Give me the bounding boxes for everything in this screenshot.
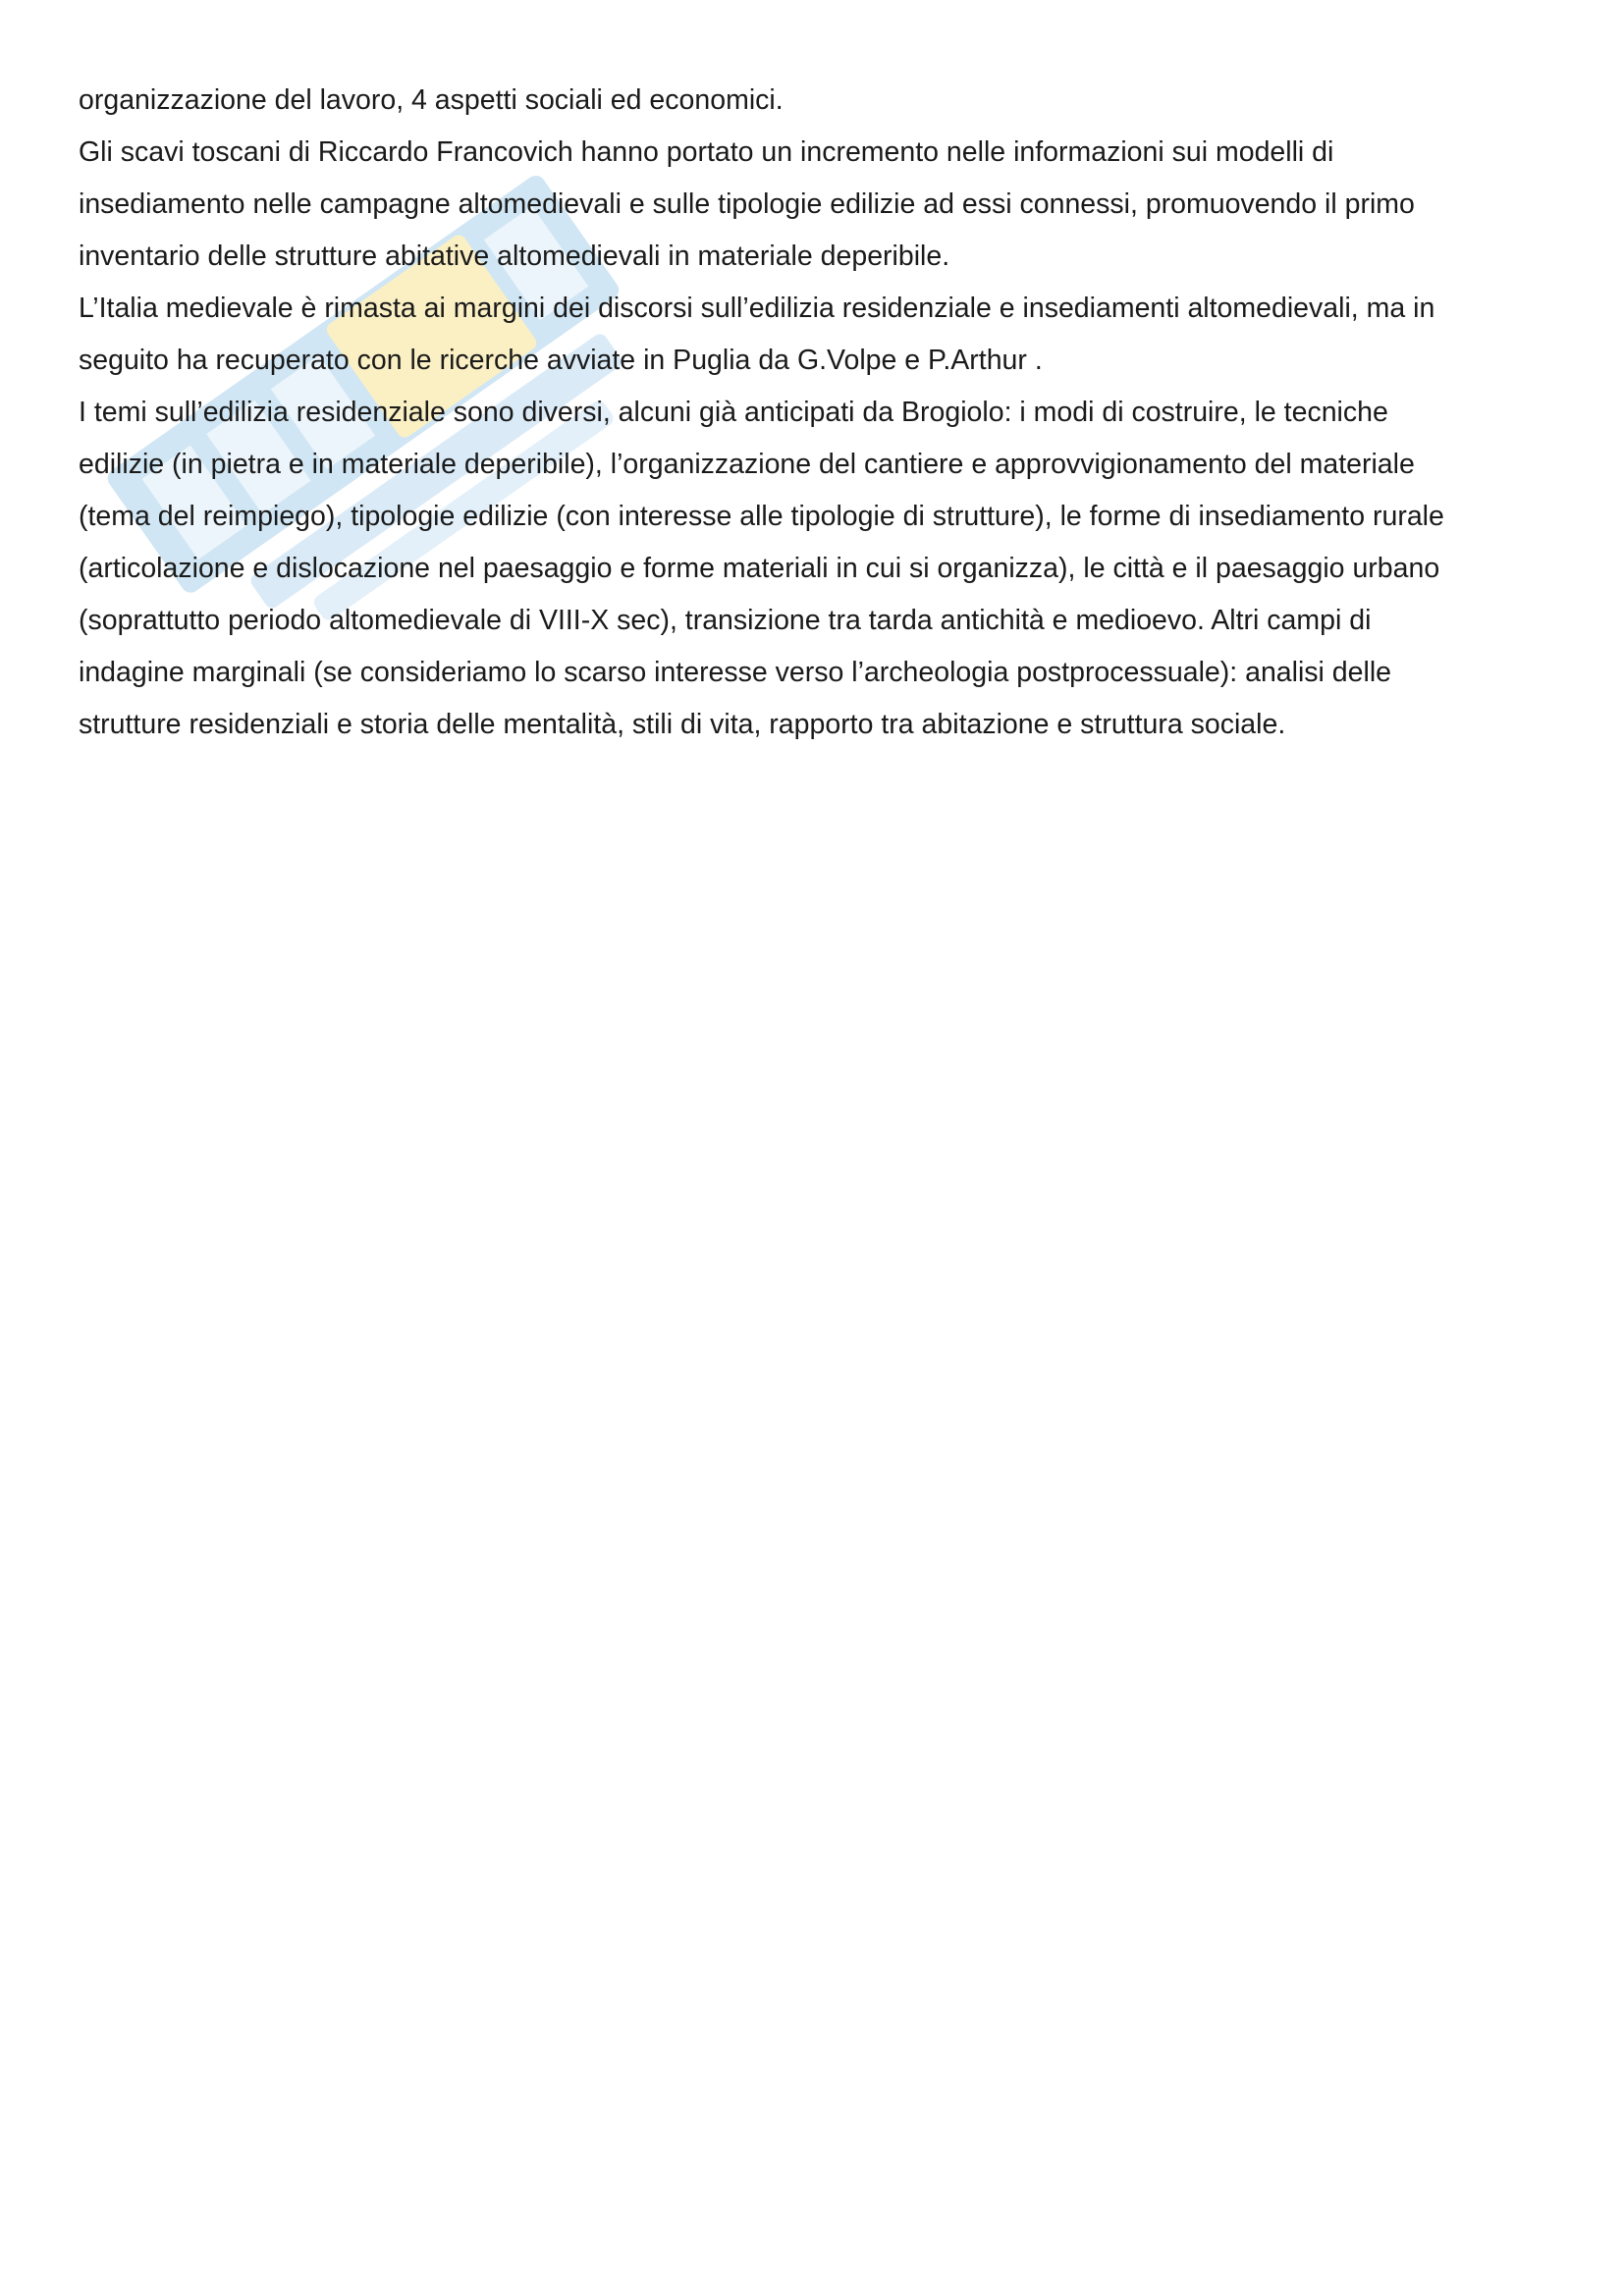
- text-line: indagine marginali (se consideriamo lo scarso interesse verso l’archeologia postprocessuale): analisi delle: [79, 657, 1392, 688]
- text-line: Gli scavi toscani di Riccardo Francovich hanno portato un incremento nelle informazioni sui modelli di: [79, 136, 1334, 168]
- text-line: seguito ha recuperato con le ricerche avviate in Puglia da G.Volpe e P.Arthur .: [79, 345, 1043, 376]
- text-line: I temi sull’edilizia residenziale sono diversi, alcuni già anticipati da Brogiolo: i modi di costruire, le tecniche: [79, 397, 1388, 428]
- document-body: [79, 75, 1561, 751]
- text-line: insediamento nelle campagne altomedievali e sulle tipologie edilizie ad essi connessi, promuovendo il primo: [79, 188, 1415, 220]
- text-line: edilizie (in pietra e in materiale deperibile), l’organizzazione del cantiere e approvvigionamento del materiale: [79, 449, 1415, 480]
- text-line: strutture residenziali e storia delle mentalità, stili di vita, rapporto tra abitazione e struttura sociale.: [79, 709, 1286, 740]
- text-line: organizzazione del lavoro, 4 aspetti sociali ed economici.: [79, 84, 784, 116]
- text-line: inventario delle strutture abitative altomedievali in materiale deperibile.: [79, 240, 950, 272]
- text-line: (articolazione e dislocazione nel paesaggio e forme materiali in cui si organizza), le città e il paesaggio urbano: [79, 553, 1440, 584]
- text-line: L’Italia medievale è rimasta ai margini dei discorsi sull’edilizia residenziale e insediamenti altomedievali, ma in: [79, 293, 1435, 324]
- text-line: (tema del reimpiego), tipologie edilizie (con interesse alle tipologie di strutture), le forme di insediamento rurale: [79, 501, 1444, 532]
- text-line: (soprattutto periodo altomedievale di VIII-X sec), transizione tra tarda antichità e medioevo. Altri campi di: [79, 605, 1372, 636]
